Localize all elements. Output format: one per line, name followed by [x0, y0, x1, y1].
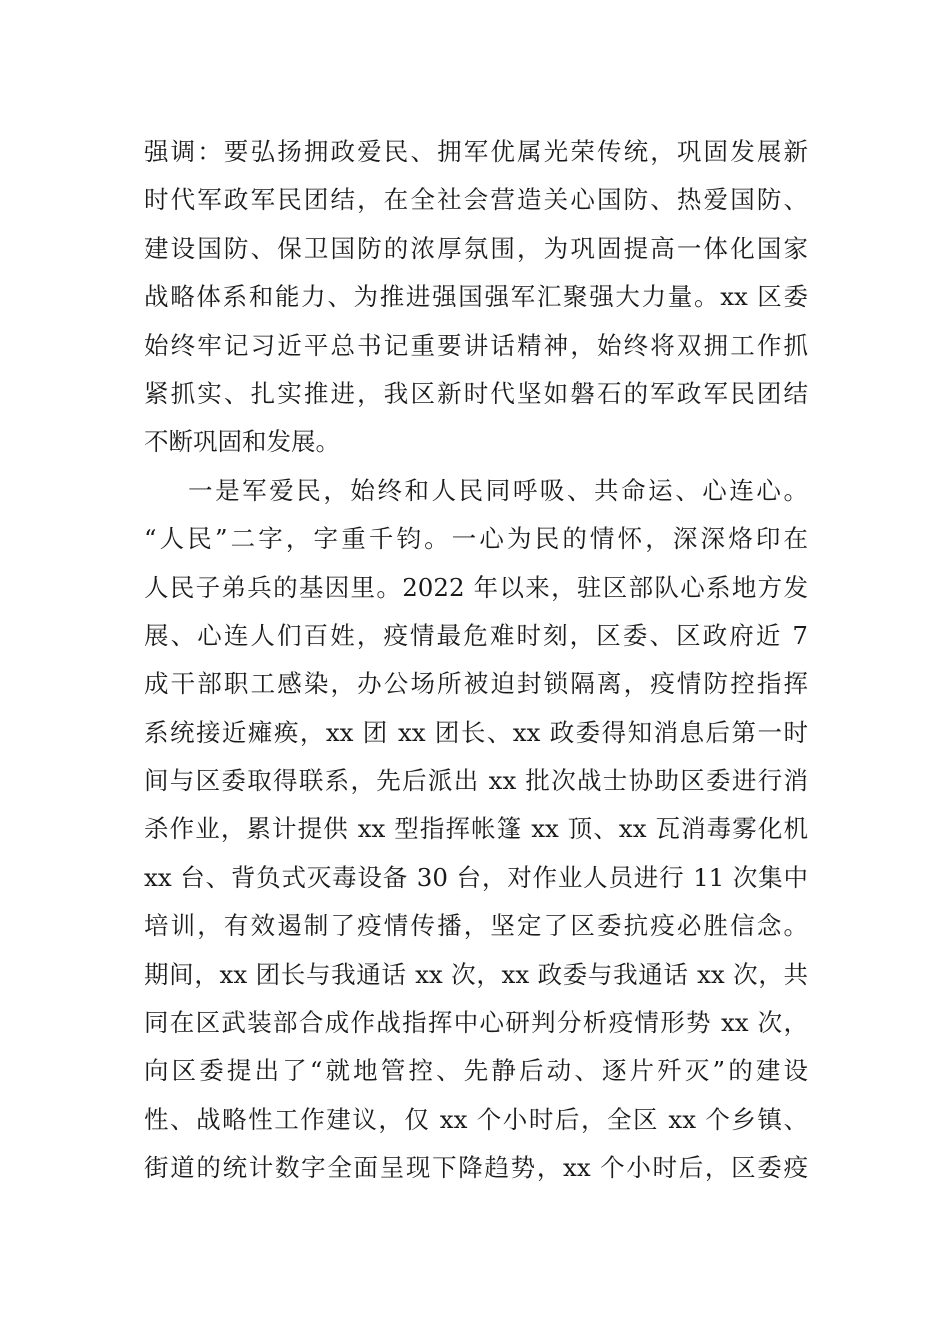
paragraph-line: 紧抓实、扎实推进，我区新时代坚如磐石的军政军民团结	[144, 378, 808, 408]
paragraph-line	[144, 1193, 808, 1241]
paragraph-line: “人民”二字，字重千钧。一心为民的情怀，深深烙印在	[144, 524, 808, 554]
paragraph-line: 始终牢记习近平总书记重要讲话精神，始终将双拥工作抓	[144, 330, 808, 360]
paragraph-line: 向区委提出了“就地管控、先静后动、逐片歼灭”的建设	[144, 1056, 808, 1086]
paragraph-line: 期间，xx 团长与我通话 xx 次，xx 政委与我通话 xx 次，共	[144, 959, 808, 989]
paragraph-line: 间与区委取得联系，先后派出 xx 批次战士协助区委进行消	[144, 766, 808, 796]
paragraph-line: 街道的统计数字全面呈现下降趋势，xx 个小时后，区委疫	[144, 1153, 808, 1183]
paragraph-line: 人民子弟兵的基因里。2022 年以来，驻区部队心系地方发	[144, 572, 808, 602]
paragraph-line: 战略体系和能力、为推进强国强军汇聚强大力量。xx 区委	[144, 282, 808, 312]
paragraph-line: 成干部职工感染，办公场所被迫封锁隔离，疫情防控指挥	[144, 669, 808, 699]
paragraph-line: 性、战略性工作建议，仅 xx 个小时后，全区 xx 个乡镇、	[144, 1104, 808, 1134]
paragraph-line: 不断巩固和发展。	[144, 427, 340, 457]
paragraph-line: 培训，有效遏制了疫情传播，坚定了区委抗疫必胜信念。	[144, 911, 808, 941]
paragraph-1	[144, 128, 808, 467]
paragraph-line: 展、心连人们百姓，疫情最危难时刻，区委、区政府近 7	[144, 620, 808, 650]
paragraph-line: 同在区武装部合成作战指挥中心研判分析疫情形势 xx 次，	[144, 1008, 808, 1038]
paragraph-2	[144, 467, 808, 1241]
paragraph-line: xx 台、背负式灭毒设备 30 台，对作业人员进行 11 次集中	[144, 862, 808, 892]
paragraph-line: 时代军政军民团结，在全社会营造关心国防、热爱国防、	[144, 185, 808, 215]
paragraph-line: 系统接近瘫痪，xx 团 xx 团长、xx 政委得知消息后第一时	[144, 717, 808, 747]
paragraph-line: 建设国防、保卫国防的浓厚氛围，为巩固提高一体化国家	[144, 233, 808, 263]
paragraph-line: 一是军爱民，始终和人民同呼吸、共命运、心连心。	[188, 475, 808, 505]
document-body	[144, 128, 808, 1241]
paragraph-line: 杀作业，累计提供 xx 型指挥帐篷 xx 顶、xx 瓦消毒雾化机	[144, 814, 808, 844]
paragraph-line: 强调：要弘扬拥政爱民、拥军优属光荣传统，巩固发展新	[144, 137, 808, 166]
